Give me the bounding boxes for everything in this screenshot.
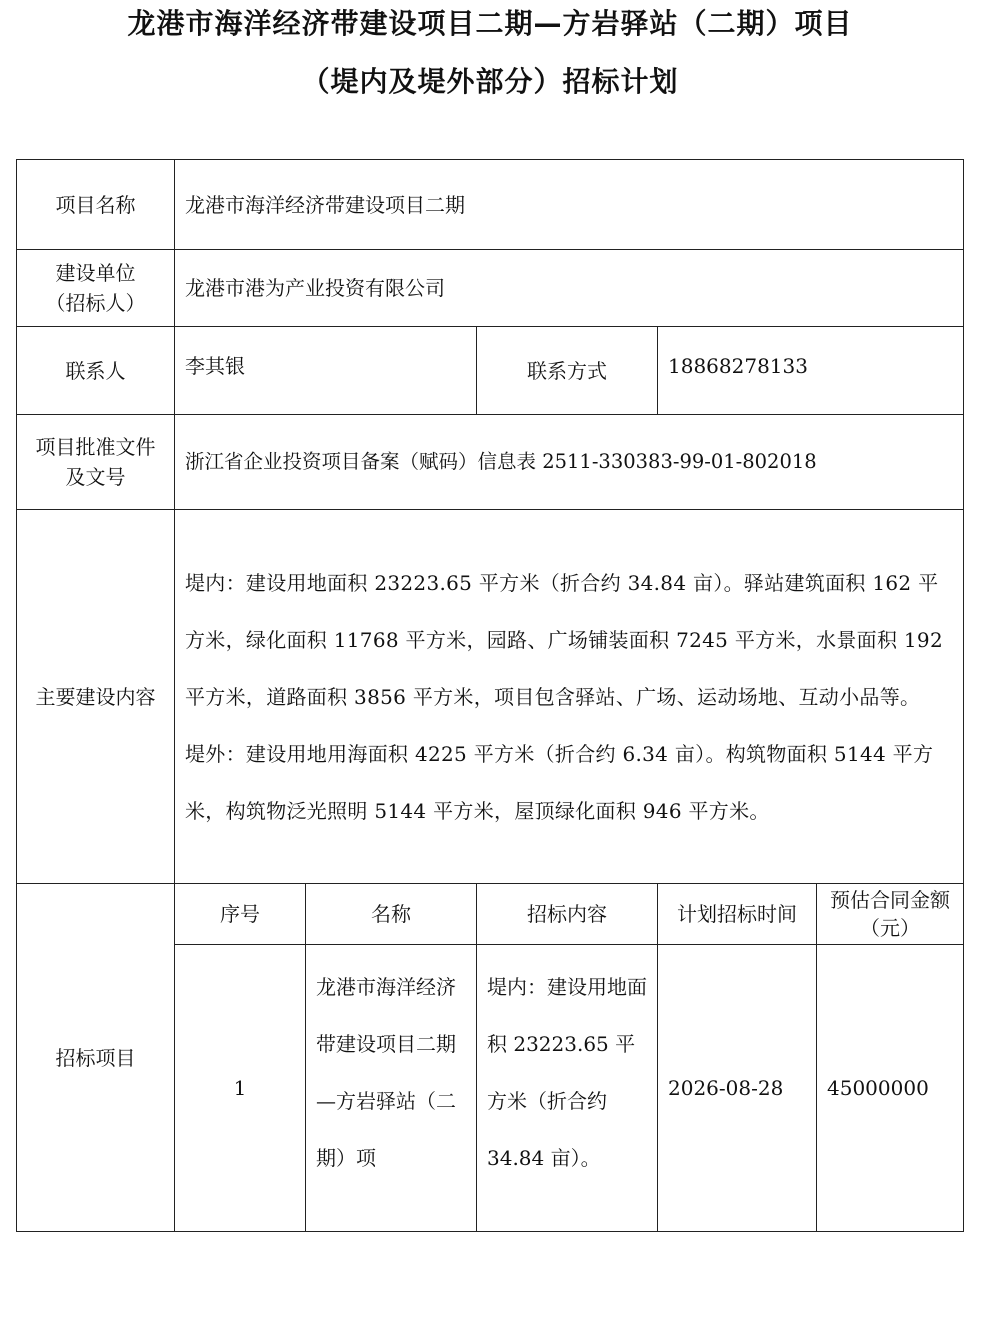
project-name-label: 项目名称 [17,160,175,250]
row-contact [17,327,964,415]
phone-value: 18868278133 [658,327,964,415]
construction-unit-value: 龙港市港为产业投资有限公司 [175,250,964,327]
main-content-label: 主要建设内容 [17,510,175,884]
bid-name-text: 龙港市海洋经济带建设项目二期—方岩驿站（二期）项 [316,975,456,1170]
header-name: 名称 [306,884,477,945]
bid-index: 1 [175,945,306,1232]
approval-value: 浙江省企业投资项目备案（赋码）信息表 2511-330383-99-01-802018 [175,415,964,510]
row-bid-headers [17,884,964,945]
bid-plan-table [16,159,964,1232]
row-approval [17,415,964,510]
approval-label-line-2: 及文号 [65,465,126,489]
construction-unit-label-line-1: 建设单位 [55,261,136,285]
approval-label [17,415,175,510]
project-name-value: 龙港市海洋经济带建设项目二期 [175,160,964,250]
contact-value: 李其银 [175,327,477,415]
header-index: 序号 [175,884,306,945]
phone-label: 联系方式 [477,327,658,415]
row-project-name [17,160,964,250]
bid-content [477,945,658,1232]
bid-time: 2026-08-28 [658,945,817,1232]
content-inside-dike: 堤内：建设用地面积 23223.65 平方米（折合约 34.84 亩）。驿站建筑面积 162 平方米，绿化面积 11768 平方米，园路、广场铺装面积 7245 平方米，水景面积 192 平方米，道路面积 3856 平方米，项目包含驿站、广场、运动场地、互动小品等。 [185,571,943,709]
contact-label: 联系人 [17,327,175,415]
bid-name [306,945,477,1232]
header-amount: 预估合同金额（元） [817,884,964,945]
construction-unit-label-line-2: （招标人） [45,291,146,315]
header-content: 招标内容 [477,884,658,945]
main-content-value [175,510,964,884]
construction-unit-label [17,250,175,327]
content-outside-dike: 堤外：建设用地用海面积 4225 平方米（折合约 6.34 亩）。构筑物面积 5144 平方米，构筑物泛光照明 5144 平方米，屋顶绿化面积 946 平方米。 [185,742,934,823]
bid-content-text: 堤内：建设用地面积 23223.65 平方米（折合约 34.84 亩）。 [487,975,647,1170]
bid-amount: 45000000 [817,945,964,1232]
document-title-line-1: 龙港市海洋经济带建设项目二期—方岩驿站（二期）项目 [127,7,853,40]
bid-project-label: 招标项目 [17,884,175,1232]
header-time: 计划招标时间 [658,884,817,945]
row-main-content [17,510,964,884]
approval-label-line-1: 项目批准文件 [35,435,156,459]
row-construction-unit [17,250,964,327]
document-title-line-2: （堤内及堤外部分）招标计划 [301,65,679,98]
